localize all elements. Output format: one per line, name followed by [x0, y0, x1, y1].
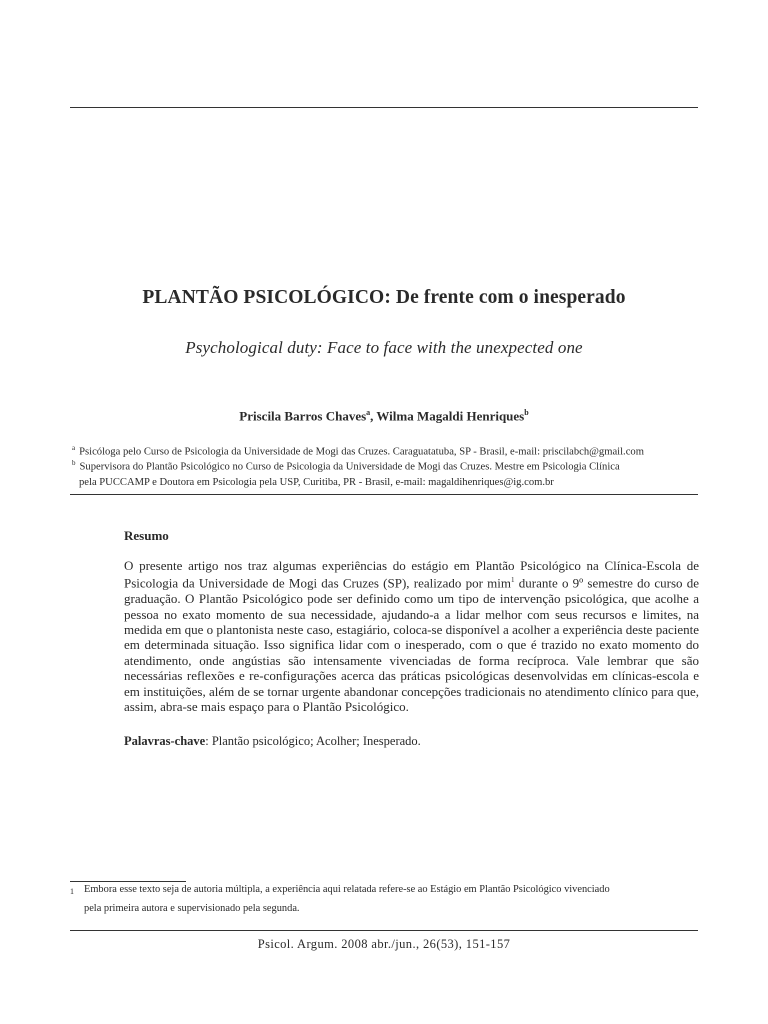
footnote-ref: 1	[511, 576, 515, 585]
article-title	[0, 287, 768, 309]
keywords-text: : Plantão psicológico; Acolher; Inesperado.	[205, 734, 421, 748]
affiliation-text: Psicóloga pelo Curso de Psicologia da Universidade de Mogi das Cruzes. Caraguatatuba, SP - Brasil, e-mail: priscilabch@gmail.com	[79, 446, 644, 458]
footer-rule	[70, 930, 698, 931]
article-subtitle: Psychological duty: Face to face with the unexpected one	[185, 338, 583, 357]
abstract-heading: Resumo	[124, 528, 169, 543]
keywords-label: Palavras-chave	[124, 734, 206, 748]
footnote-mark: 1	[70, 887, 74, 896]
abstract-part: durante o 9º semestre do curso de graduação. O Plantão Psicológico pode ser definido como um tipo de intervenção psicológica, que acolhe a pessoa no exato momento de sua necessidade, ajudando-a a lidar melhor com seus recursos e limites, na medida em que o plantonista neste caso, estagiário, coloca-se disponível a acolher a experiência deste paciente em determinada situação. Isso significa lidar com o inesperado, com o que é trazido no exato momento do atendimento, onde angústias são intensamente vivenciadas de forma recíproca. Vale lembrar que são necessárias reflexões e re-configurações acerca das práticas psicológicas desenvolvidas em clínicas-escola e em instituições, além de se tornar urgente abandonar concepções tradicionais no atendimento clínico para que, assim, abra-se mais espaço para o Plantão Psicológico.	[124, 575, 700, 714]
author-mark: b	[524, 408, 529, 417]
affiliation-mark: a	[72, 444, 76, 452]
footnote-line: pela primeira autora e supervisionado pela segunda.	[84, 903, 300, 914]
author-separator: ,	[370, 408, 377, 424]
affiliation-text: Supervisora do Plantão Psicológico no Curso de Psicologia da Universidade de Mogi das Cruzes. Mestre em Psicologia Clínica	[79, 461, 620, 473]
header-rule	[70, 107, 698, 108]
affiliation-mark: b	[72, 459, 76, 467]
footnote-line: Embora esse texto seja de autoria múltipla, a experiência aqui relatada refere-se ao Estágio em Plantão Psicológico vivenciado	[84, 884, 610, 895]
running-footer: Psicol. Argum. 2008 abr./jun., 26(53), 151-157	[257, 937, 511, 951]
author-mark: a	[366, 408, 371, 417]
keywords	[124, 734, 699, 749]
author-list	[0, 408, 768, 424]
title-main: PLANTÃO PSICOLÓGICO	[142, 287, 385, 308]
section-rule	[70, 494, 698, 495]
abstract-text	[124, 558, 699, 714]
footnote	[70, 881, 700, 917]
author-name: Wilma Magaldi Henriques	[376, 408, 525, 424]
affiliation-b	[72, 456, 702, 490]
author-name: Priscila Barros Chaves	[239, 408, 367, 424]
title-rest: : De frente com o inesperado	[384, 287, 626, 308]
abstract-part: O presente artigo nos traz algumas experiências do estágio em Plantão Psicológico na Clínica-Escola de Psicologia da Universidade de Mogi das Cruzes (SP), realizado por mim	[124, 558, 699, 591]
affiliation-text: pela PUCCAMP e Doutora em Psicologia pela USP, Curitiba, PR - Brasil, e-mail: magaldihenriques@ig.com.br	[79, 476, 554, 488]
